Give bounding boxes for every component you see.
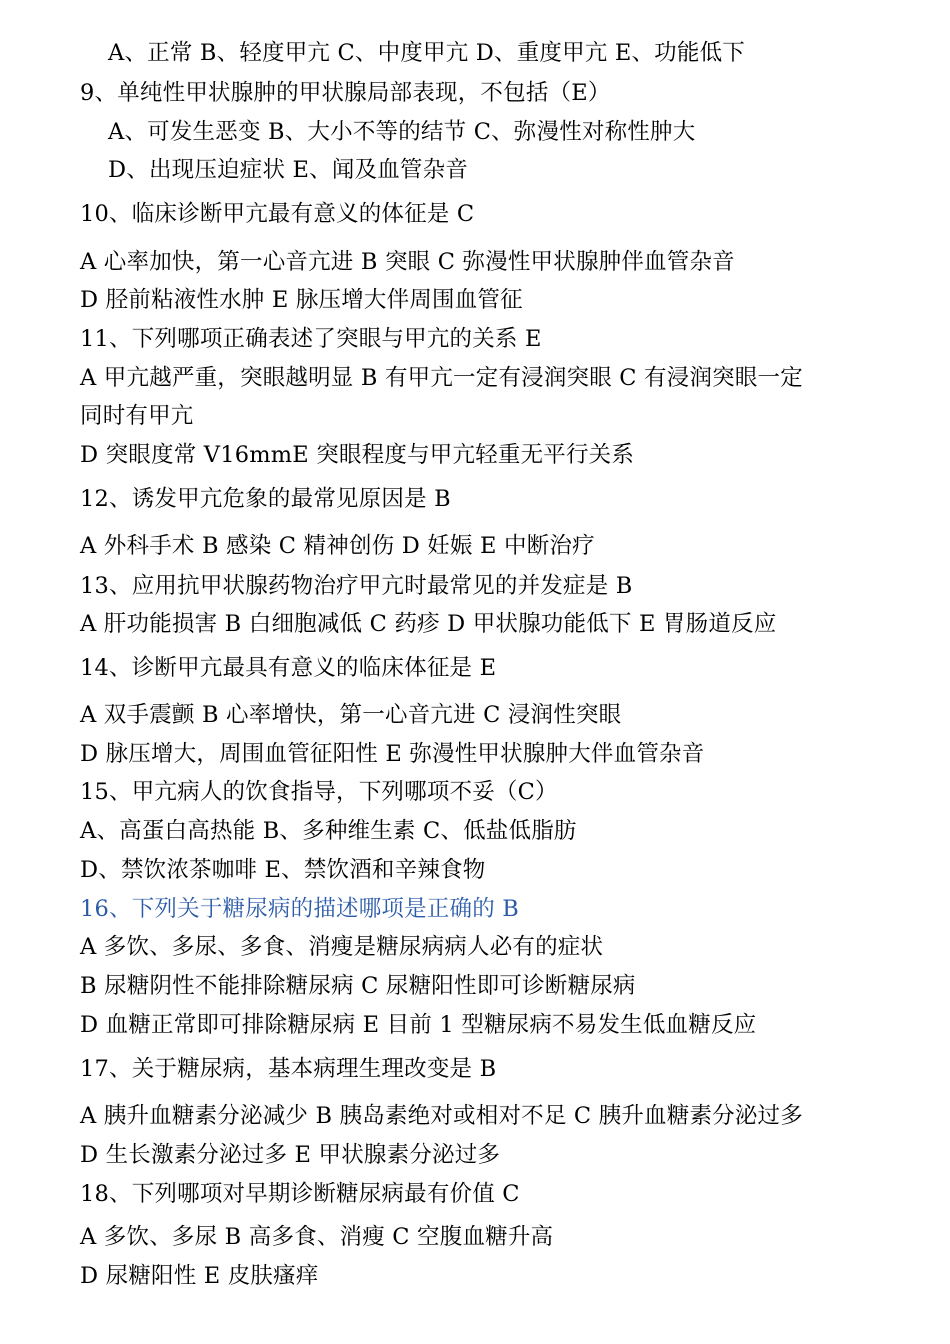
q17-options-2: D 生长激素分泌过多 E 甲状腺素分泌过多 — [80, 1142, 501, 1168]
q16-option-a: A 多饮、多尿、多食、消瘦是糖尿病病人必有的症状 — [80, 934, 604, 960]
q10-options-1: A 心率加快，第一心音亢进 B 突眼 C 弥漫性甲状腺肿伴血管杂音 — [80, 249, 735, 275]
q11-options-1-cont: 同时有甲亢 — [80, 403, 194, 429]
q17-options-1: A 胰升血糖素分泌减少 B 胰岛素绝对或相对不足 C 胰升血糖素分泌过多 — [80, 1103, 803, 1129]
q18-options-2: D 尿糖阳性 E 皮肤瘙痒 — [80, 1263, 319, 1289]
q16-options-bc: B 尿糖阴性不能排除糖尿病 C 尿糖阳性即可诊断糖尿病 — [80, 973, 636, 999]
q18-options-1: A 多饮、多尿 B 高多食、消瘦 C 空腹血糖升高 — [80, 1224, 554, 1250]
q11-options-1: A 甲亢越严重，突眼越明显 B 有甲亢一定有浸润突眼 C 有浸润突眼一定 — [80, 365, 803, 391]
q15-options-1: A、高蛋白高热能 B、多种维生素 C、低盐低脂肪 — [80, 818, 577, 844]
q9-question: 9、单纯性甲状腺肿的甲状腺局部表现，不包括（E） — [80, 80, 611, 106]
q9-options-1: A、可发生恶变 B、大小不等的结节 C、弥漫性对称性肿大 — [108, 119, 696, 145]
q8-options: A、正常 B、轻度甲亢 C、中度甲亢 D、重度甲亢 E、功能低下 — [108, 40, 745, 66]
q12-question: 12、诱发甲亢危象的最常见原因是 B — [80, 486, 451, 512]
q15-question: 15、甲亢病人的饮食指导，下列哪项不妥（C） — [80, 779, 558, 805]
q10-options-2: D 胫前粘液性水肿 E 脉压增大伴周围血管征 — [80, 287, 523, 313]
q18-question: 18、下列哪项对早期诊断糖尿病最有价值 C — [80, 1181, 520, 1207]
q15-options-2: D、禁饮浓茶咖啡 E、禁饮酒和辛辣食物 — [80, 857, 486, 883]
q16-question: 16、下列关于糖尿病的描述哪项是正确的 B — [80, 896, 520, 922]
q17-question: 17、关于糖尿病，基本病理生理改变是 B — [80, 1056, 497, 1082]
q14-options-2: D 脉压增大，周围血管征阳性 E 弥漫性甲状腺肿大伴血管杂音 — [80, 741, 705, 767]
q12-options: A 外科手术 B 感染 C 精神创伤 D 妊娠 E 中断治疗 — [80, 533, 595, 559]
q11-question: 11、下列哪项正确表述了突眼与甲亢的关系 E — [80, 326, 542, 352]
q10-question: 10、临床诊断甲亢最有意义的体征是 C — [80, 201, 475, 227]
q14-question: 14、诊断甲亢最具有意义的临床体征是 E — [80, 655, 497, 681]
q14-options-1: A 双手震颤 B 心率增快，第一心音亢进 C 浸润性突眼 — [80, 702, 622, 728]
q16-options-de: D 血糖正常即可排除糖尿病 E 目前 1 型糖尿病不易发生低血糖反应 — [80, 1012, 757, 1038]
q9-options-2: D、出现压迫症状 E、闻及血管杂音 — [108, 157, 469, 183]
q11-options-2: D 突眼度常 V16mmE 突眼程度与甲亢轻重无平行关系 — [80, 442, 635, 468]
q13-question: 13、应用抗甲状腺药物治疗甲亢时最常见的并发症是 B — [80, 573, 633, 599]
q13-options: A 肝功能损害 B 白细胞减低 C 药疹 D 甲状腺功能低下 E 胃肠道反应 — [80, 611, 777, 637]
